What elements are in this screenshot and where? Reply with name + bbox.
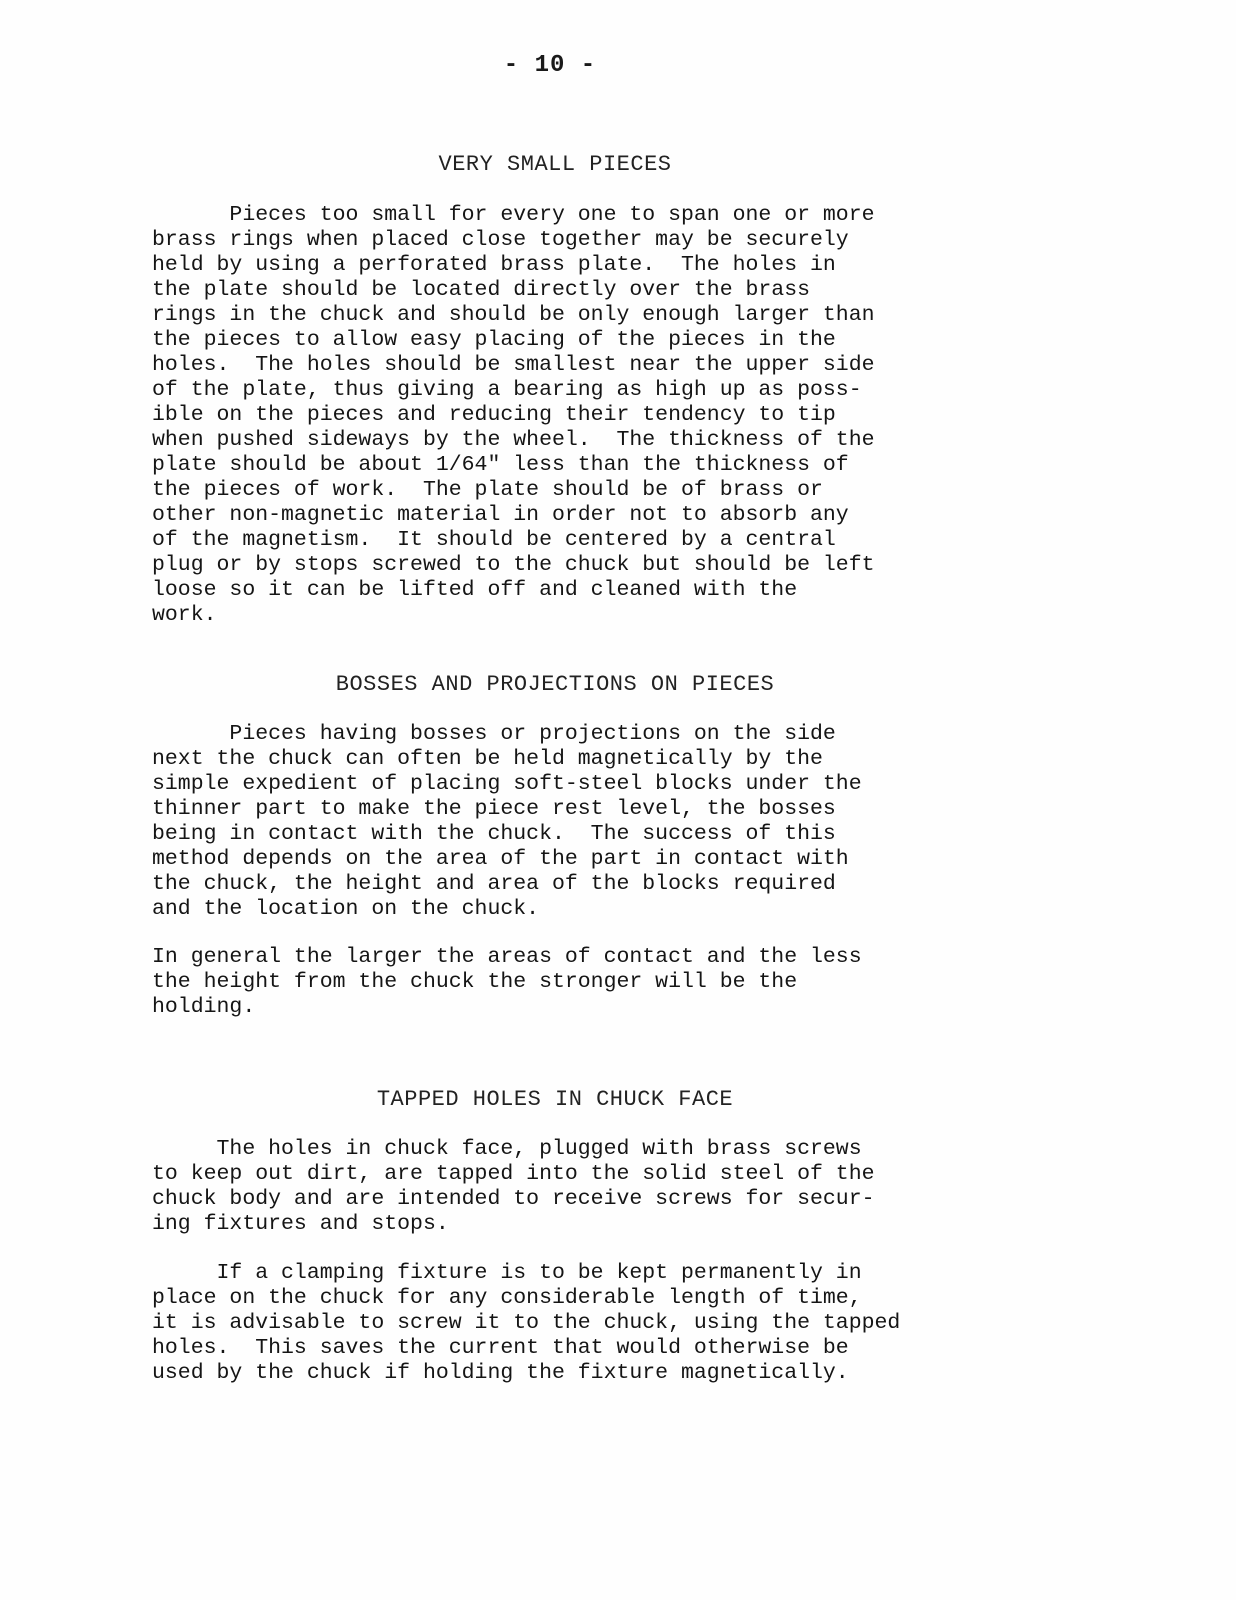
section-heading-bosses-and-projections: BOSSES AND PROJECTIONS ON PIECES (335, 672, 775, 697)
paragraph-bosses-1: Pieces having bosses or projections on the side next the chuck can often be held magnetically by the simple expedient of placing soft-steel blocks under the thinner part to make the piece rest level, the bosses being in contact with the chuck. The success of this method depends on the area of the part in contact with the chuck, the height and area of the blocks required and the location on the chuck. (152, 722, 862, 921)
section-heading-tapped-holes: TAPPED HOLES IN CHUCK FACE (376, 1087, 734, 1112)
paragraph-tapped-holes-2: If a clamping fixture is to be kept permanently in place on the chuck for any considerable length of time, it is advisable to screw it to the chuck, using the tapped holes. This saves the current that would otherwise be used by the chuck if holding the fixture magnetically. (152, 1261, 901, 1385)
page-number: - 10 - (503, 52, 597, 79)
paragraph-very-small-pieces: Pieces too small for every one to span one or more brass rings when placed close together may be securely held by using a perforated brass plate. The holes in the plate should be located directly over the brass rings in the chuck and should be only enough larger than the pieces to allow easy placing of the pieces in the holes. The holes should be smallest near the upper side of the plate, thus giving a bearing as high up as poss- ible on the pieces and reducing their tendency to tip when pushed sideways by the wheel. The thickness of the plate should be about 1/64" less than the thickness of the pieces of work. The plate should be of brass or other non-magnetic material in order not to absorb any of the magnetism. It should be centered by a central plug or by stops screwed to the chuck but should be left loose so it can be lifted off and cleaned with the work. (152, 203, 875, 627)
paragraph-bosses-2: In general the larger the areas of contact and the less the height from the chuck the stronger will be the holding. (152, 945, 862, 1019)
section-heading-very-small-pieces: VERY SMALL PIECES (438, 152, 672, 177)
paragraph-tapped-holes-1: The holes in chuck face, plugged with brass screws to keep out dirt, are tapped into the solid steel of the chuck body and are intended to receive screws for secur- ing fixtures and stops. (152, 1137, 875, 1236)
